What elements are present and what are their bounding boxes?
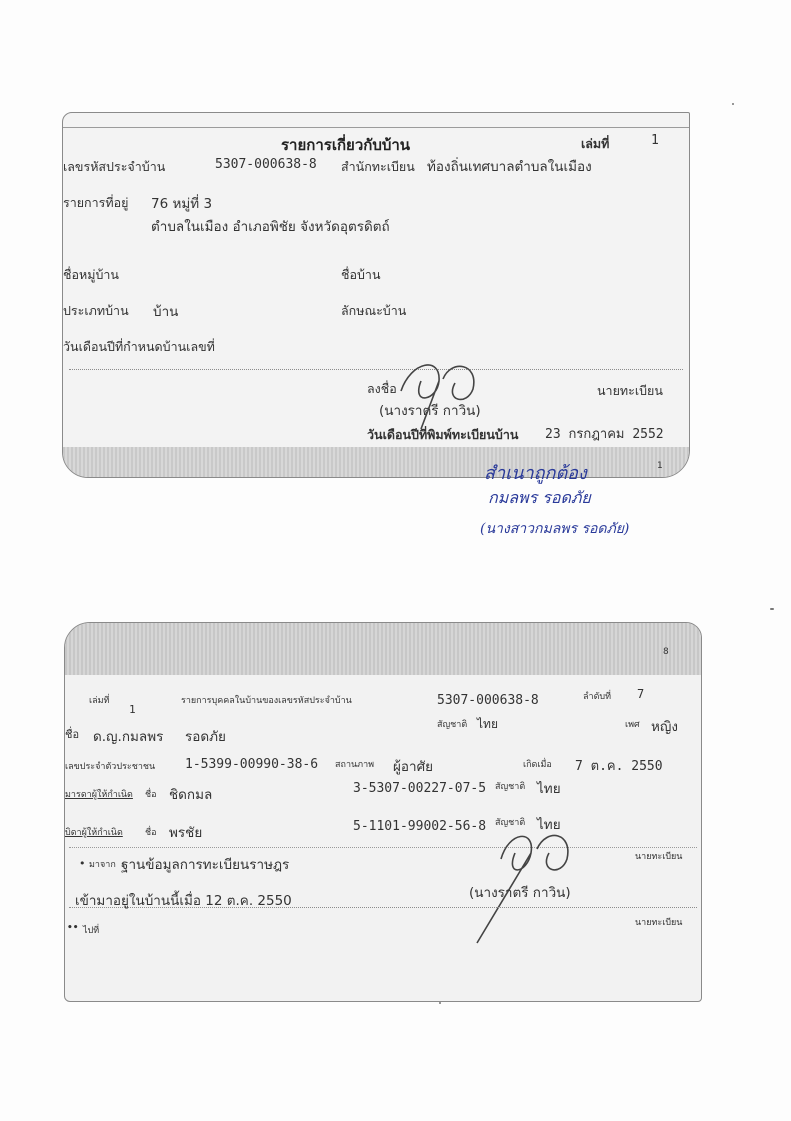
certified-copy-handwriting: สำเนาถูกต้อง <box>484 463 587 484</box>
father-name-label: ชื่อ <box>145 828 157 838</box>
status-label: สถานภาพ <box>335 760 375 770</box>
id-number: 1-5399-00990-38-6 <box>185 757 319 772</box>
from-value: ฐานข้อมูลการทะเบียนราษฎร <box>121 857 290 873</box>
birth-date: 7 ต.ค. 2550 <box>575 759 663 774</box>
id-label: เลขประจำตัวประชาชน <box>65 762 156 772</box>
book-label: เล่มที่ <box>581 136 610 151</box>
page-number: 1 <box>657 461 663 471</box>
to-label: ไปที่ <box>83 926 100 936</box>
status-value: ผู้อาศัย <box>393 759 434 775</box>
mother-name-label: ชื่อ <box>145 790 157 800</box>
moved-in-date: เข้ามาอยู่ในบ้านนี้เมื่อ 12 ต.ค. 2550 <box>75 893 292 909</box>
address-label: รายการที่อยู่ <box>63 195 129 210</box>
father-nationality-label: สัญชาติ <box>495 818 526 828</box>
house-id-value: 5307-000638-8 <box>437 693 539 708</box>
house-type-value: บ้าน <box>153 304 179 320</box>
registrar-signature <box>381 351 491 431</box>
bottom-strip <box>63 447 689 477</box>
nationality-value: ไทย <box>477 717 498 731</box>
mother-nationality: ไทย <box>537 781 561 797</box>
divider-bottom <box>69 907 697 908</box>
village-label: ชื่อหมู่บ้าน <box>63 267 119 282</box>
mother-id: 3-5307-00227-07-5 <box>353 781 487 796</box>
registrar-title-1: นายทะเบียน <box>635 852 683 862</box>
seq-number: 7 <box>637 687 645 701</box>
top-strip <box>65 623 701 675</box>
registry-office-label: สำนักทะเบียน <box>341 159 415 174</box>
signer-name-handwriting: กมลพร รอดภัย <box>488 488 591 507</box>
house-type-label: ประเภทบ้าน <box>63 303 129 318</box>
mother-nationality-label: สัญชาติ <box>495 782 526 792</box>
sign-label: ลงชื่อ <box>367 381 397 396</box>
house-info-card <box>62 112 690 478</box>
book-label: เล่มที่ <box>89 696 110 706</box>
mother-label: มารดาผู้ให้กำเนิด <box>65 790 133 800</box>
house-id-label: เลขรหัสประจำบ้าน <box>63 159 166 174</box>
person-name: ด.ญ.กมลพร <box>93 729 164 745</box>
sex-value: หญิง <box>651 719 678 735</box>
print-date-value: 23 กรกฎาคม 2552 <box>545 427 664 442</box>
signer-fullname-handwriting: (นางสาวกมลพร รอดภัย) <box>480 521 630 537</box>
mother-name: ชิดกมล <box>169 787 213 803</box>
father-label: บิดาผู้ให้กำเนิด <box>65 828 123 838</box>
father-id: 5-1101-99002-56-8 <box>353 819 487 834</box>
print-date-label: วันเดือนปีที่พิมพ์ทะเบียนบ้าน <box>367 427 519 442</box>
from-label: มาจาก <box>89 860 116 870</box>
house-name-label: ชื่อบ้าน <box>341 267 381 282</box>
nationality-label: สัญชาติ <box>437 720 468 730</box>
divider-mid <box>69 847 697 848</box>
name-label: ชื่อ <box>65 728 80 741</box>
father-name: พรชัย <box>169 825 203 841</box>
book-number: 1 <box>651 133 659 148</box>
registrar-title: นายทะเบียน <box>597 383 663 398</box>
address-line2: ตำบลในเมือง อำเภอพิชัย จังหวัดอุตรดิตถ์ <box>151 219 390 235</box>
house-id-value: 5307-000638-8 <box>215 157 317 172</box>
registrar-title-2: นายทะเบียน <box>635 918 683 928</box>
seq-label: ลำดับที่ <box>583 692 612 702</box>
registrar-name: (นางราตรี กาวิน) <box>469 885 571 901</box>
registry-office-value: ท้องถิ่นเทศบาลตำบลในเมือง <box>427 159 592 175</box>
book-number: 1 <box>129 703 136 716</box>
card1-title: รายการเกี่ยวกับบ้าน <box>281 136 411 154</box>
scan-speck <box>732 103 734 105</box>
date-assigned-label: วันเดือนปีที่กำหนดบ้านเลขที่ <box>63 339 215 354</box>
birth-label: เกิดเมื่อ <box>523 760 552 770</box>
top-border-line <box>63 127 689 128</box>
father-nationality: ไทย <box>537 817 561 833</box>
person-info-card <box>64 622 702 1002</box>
scan-speck <box>770 608 774 610</box>
scan-speck <box>439 1002 441 1004</box>
card2-title: รายการบุคคลในบ้านของเลขรหัสประจำบ้าน <box>181 696 352 706</box>
divider <box>69 369 683 370</box>
address-line1: 76 หมู่ที่ 3 <box>151 196 213 212</box>
page-number: 8 <box>663 647 669 657</box>
house-feature-label: ลักษณะบ้าน <box>341 303 407 318</box>
sex-label: เพศ <box>625 720 640 730</box>
person-surname: รอดภัย <box>185 729 226 745</box>
registrar-name: (นางราตรี กาวิน) <box>379 403 481 419</box>
to-bullet: •• <box>67 923 79 933</box>
from-bullet: • <box>79 857 86 870</box>
